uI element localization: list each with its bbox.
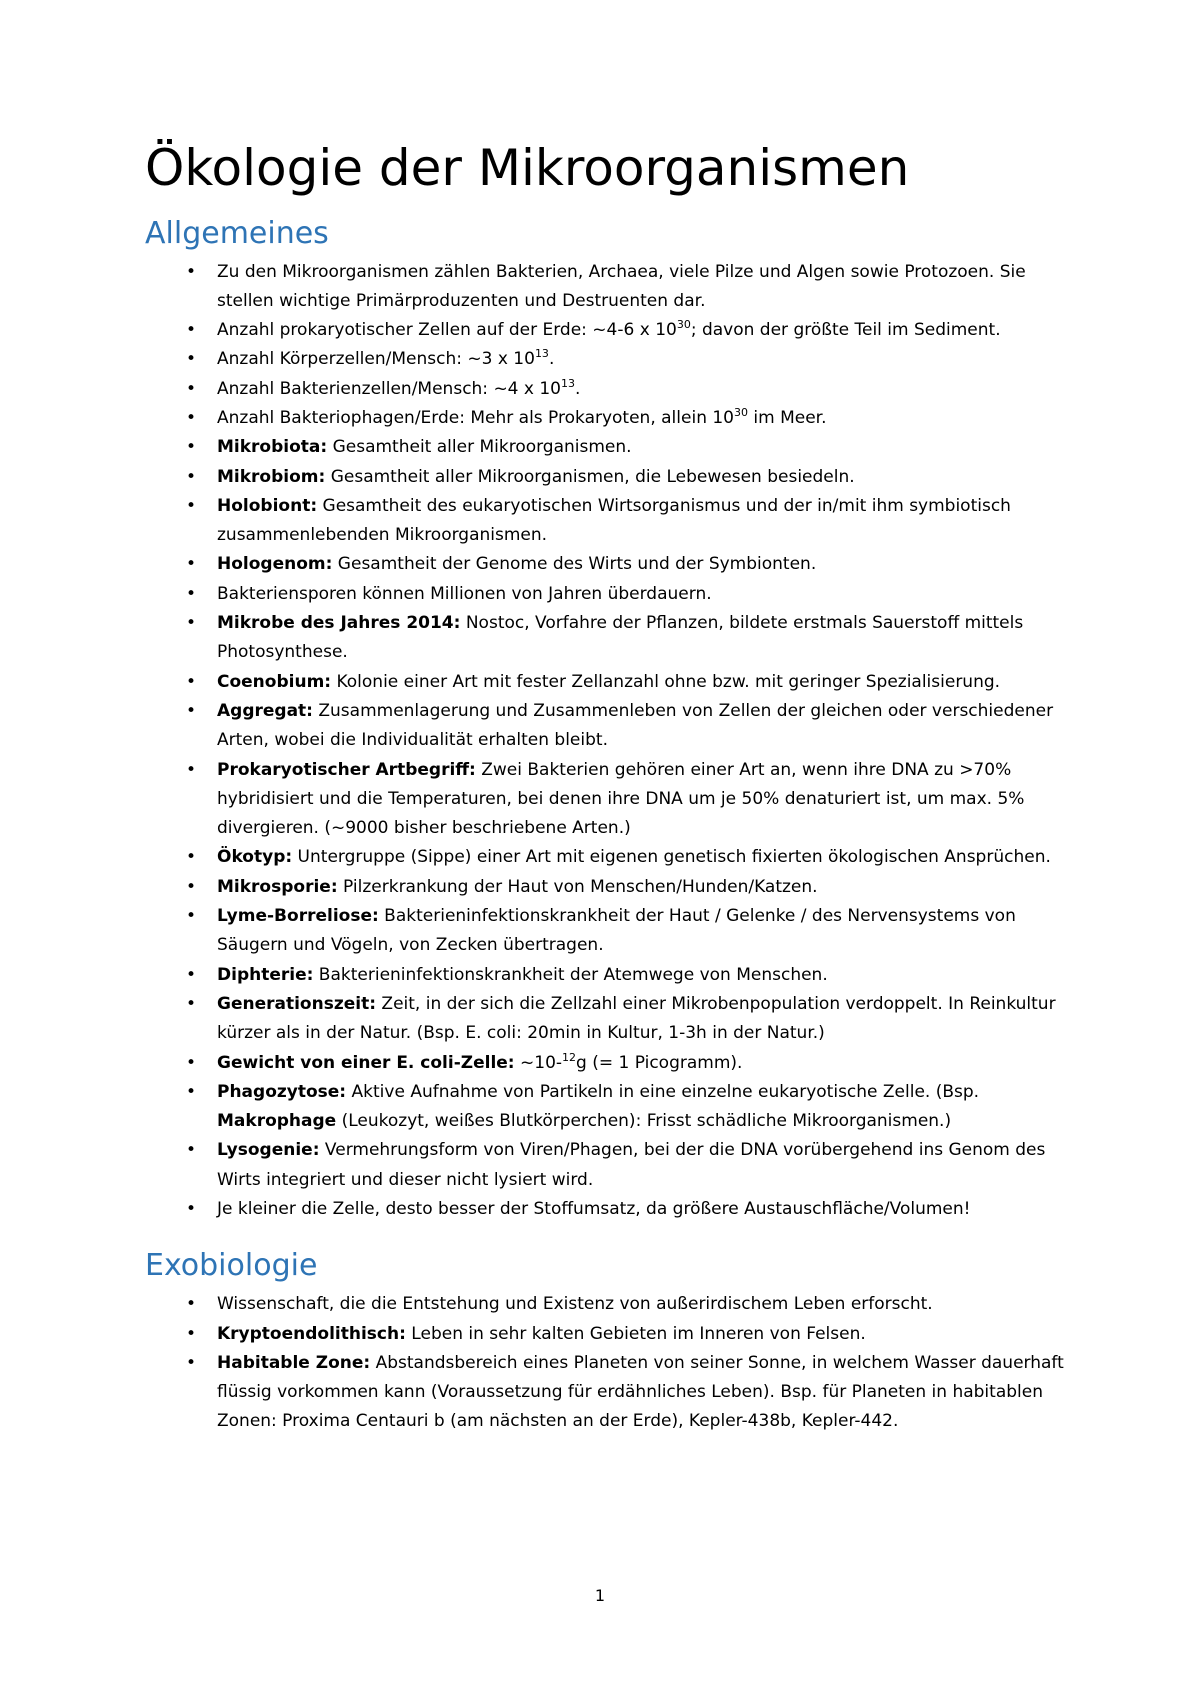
list-item: • Hologenom: Gesamtheit der Genome des Wirts und der Symbionten. [145, 550, 1065, 579]
section-heading-allgemeines: Allgemeines [145, 215, 329, 251]
list-item: • Diphterie: Bakterieninfektionskrankheit der Atemwege von Menschen. [145, 961, 1065, 990]
list-item: • Lyme-Borreliose: Bakterieninfektionskrankheit der Haut / Gelenke / des Nervensystems von Säugern und Vögeln, von Zecken übertragen. [145, 902, 1065, 961]
list-item: • Aggregat: Zusammenlagerung und Zusammenleben von Zellen der gleichen oder verschiedener Arten, wobei die Individualität erhalten bleibt. [145, 697, 1065, 756]
list-item: • Ökotyp: Untergruppe (Sippe) einer Art mit eigenen genetisch fixierten ökologischen Ansprüchen. [145, 843, 1065, 872]
list-item: • Lysogenie: Vermehrungsform von Viren/Phagen, bei der die DNA vorübergehend ins Genom des Wirts integriert und dieser nicht lysiert wird. [145, 1136, 1065, 1195]
list-item: • Anzahl Bakterienzellen/Mensch: ~4 x $10^{13}$. [145, 375, 1065, 404]
list-item: • Kryptoendolithisch: Leben in sehr kalten Gebieten im Inneren von Felsen. [145, 1320, 1065, 1349]
list-item: • Mikrobe des Jahres 2014: Nostoc, Vorfahre der Pflanzen, bildete erstmals Sauerstoff mittels Photosynthese. [145, 609, 1065, 668]
list-item: • Anzahl prokaryotischer Zellen auf der Erde: ~4-6 x $10^{30}$; davon der größte Teil im Sediment. [145, 316, 1065, 345]
section-heading-exobiologie: Exobiologie [145, 1248, 318, 1284]
list-item: • Mikrosporie: Pilzerkrankung der Haut von Menschen/Hunden/Katzen. [145, 873, 1065, 902]
list-item: • Habitable Zone: Abstandsbereich eines Planeten von seiner Sonne, in welchem Wasser dauerhaft flüssig vorkommen kann (Voraussetzung für erdähnliches Leben). Bsp. für Planeten in habitablen Zonen: Proxima Centauri b (am nächsten an der Erde), Kepler-438b, Kepler-442. [145, 1349, 1065, 1437]
list-item: • Mikrobiom: Gesamtheit aller Mikroorganismen, die Lebewesen besiedeln. [145, 463, 1065, 492]
list-item: • Holobiont: Gesamtheit des eukaryotischen Wirtsorganismus und der in/mit ihm symbiotisch zusammenlebenden Mikroorganismen. [145, 492, 1065, 551]
list-item: • Gewicht von einer E. coli-Zelle: ~10-$^{12}$g (= 1 Picogramm). [145, 1049, 1065, 1078]
list-item: • Anzahl Bakteriophagen/Erde: Mehr als Prokaryoten, allein $10^{30}$ im Meer. [145, 404, 1065, 433]
list-item: • Coenobium: Kolonie einer Art mit fester Zellanzahl ohne bzw. mit geringer Spezialisierung. [145, 668, 1065, 697]
list-item: • Generationszeit: Zeit, in der sich die Zellzahl einer Mikrobenpopulation verdoppelt. In Reinkultur kürzer als in der Natur. (Bsp. E. coli: 20min in Kultur, 1-3h in der Natur.) [145, 990, 1065, 1049]
bullet-list-exobiologie [145, 1290, 1065, 1436]
bullet-list-allgemeines [145, 258, 1065, 1225]
list-item: • Anzahl Körperzellen/Mensch: ~3 x $10^{13}$. [145, 345, 1065, 374]
list-item: • Zu den Mikroorganismen zählen Bakterien, Archaea, viele Pilze und Algen sowie Protozoen. Sie stellen wichtige Primärproduzenten und Destruenten dar. [145, 258, 1065, 317]
document-title: Ökologie der Mikroorganismen [145, 139, 910, 197]
document-content [145, 140, 1065, 1437]
list-item: • Phagozytose: Aktive Aufnahme von Partikeln in eine einzelne eukaryotische Zelle. (Bsp. Makrophage (Leukozyt, weißes Blutkörperchen): Frisst schädliche Mikroorganismen.) [145, 1078, 1065, 1137]
list-item: • Bakteriensporen können Millionen von Jahren überdauern. [145, 580, 1065, 609]
list-item: • Mikrobiota: Gesamtheit aller Mikroorganismen. [145, 433, 1065, 462]
list-item: • Je kleiner die Zelle, desto besser der Stoffumsatz, da größere Austauschfläche/Volumen! [145, 1195, 1065, 1224]
page-number: 1 [594, 1586, 606, 1605]
list-item: • Prokaryotischer Artbegriff: Zwei Bakterien gehören einer Art an, wenn ihre DNA zu >70% hybridisiert und die Temperaturen, bei denen ihre DNA um je 50% denaturiert ist, um max. 5% divergieren. (~9000 bisher beschriebene Arten.) [145, 756, 1065, 844]
list-item: • Wissenschaft, die die Entstehung und Existenz von außerirdischem Leben erforscht. [145, 1290, 1065, 1319]
